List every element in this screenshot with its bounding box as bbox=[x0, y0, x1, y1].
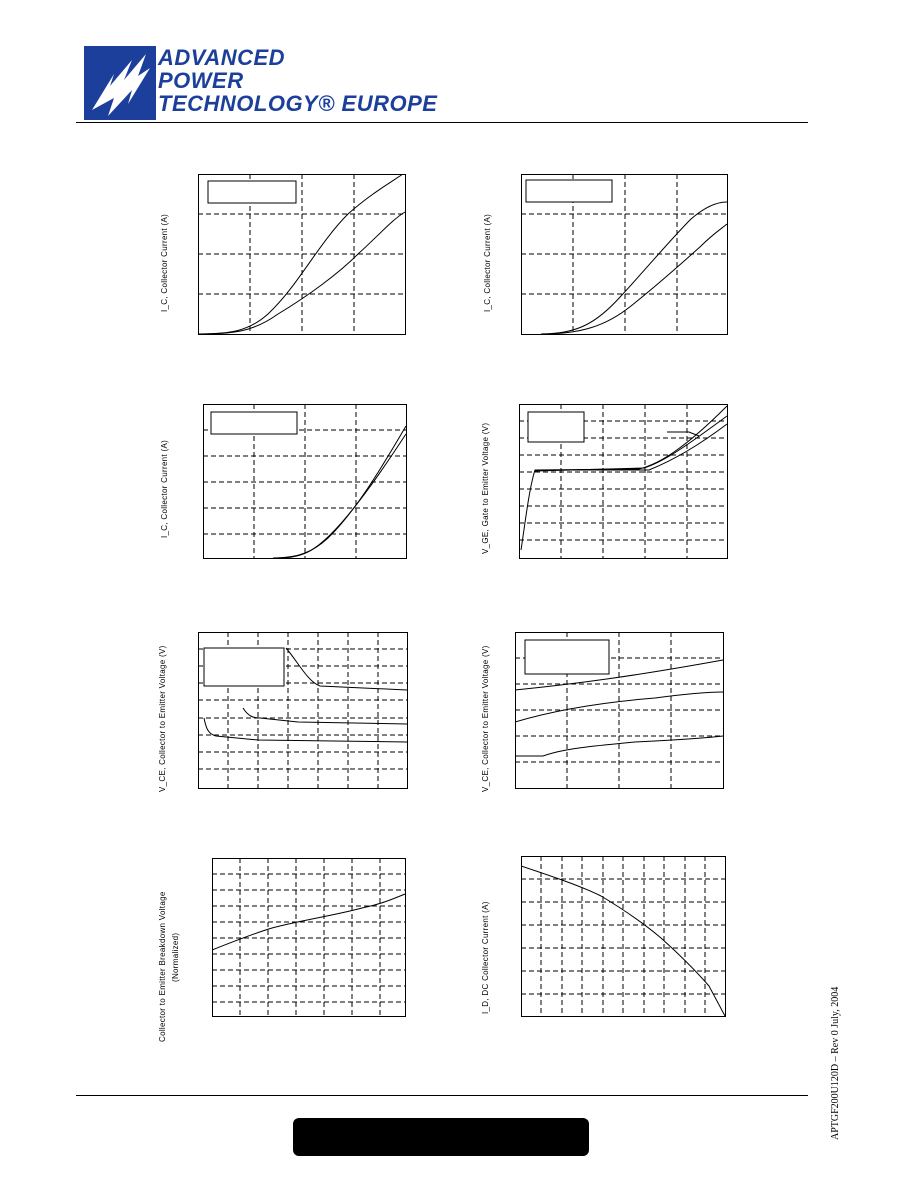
footer-rule bbox=[76, 1095, 808, 1096]
chart-2-ylabel: I_C, Collector Current (A) bbox=[483, 213, 492, 312]
chart-4 bbox=[519, 404, 729, 560]
chart-4-ylabel: V_GE, Gate to Emitter Voltage (V) bbox=[481, 422, 490, 554]
chart-7 bbox=[212, 858, 407, 1018]
chart-6 bbox=[515, 632, 725, 790]
chart-3-ylabel: I_C, Collector Current (A) bbox=[160, 439, 169, 538]
chart-8 bbox=[521, 856, 727, 1018]
chart-1 bbox=[198, 174, 406, 336]
company-name: ADVANCED POWER TECHNOLOGY® EUROPE bbox=[158, 45, 438, 116]
chart-6-ylabel: V_CE, Collector to Emitter Voltage (V) bbox=[481, 645, 490, 792]
chart-2 bbox=[521, 174, 729, 336]
footer-bar bbox=[293, 1118, 589, 1156]
chart-7-ylabel: Collector to Emitter Breakdown Voltage bbox=[158, 891, 167, 1042]
header-rule bbox=[76, 122, 808, 123]
chart-5-ylabel: V_CE, Collector to Emitter Voltage (V) bbox=[158, 645, 167, 792]
chart-7-ylabel-sub: (Normalized) bbox=[171, 932, 180, 982]
chart-5 bbox=[198, 632, 408, 790]
chart-8-ylabel: I_D, DC Collector Current (A) bbox=[481, 901, 490, 1014]
chart-3 bbox=[203, 404, 407, 560]
document-reference: APTGF200U120D – Rev 0 July, 2004 bbox=[830, 986, 841, 1140]
chart-1-ylabel: I_C, Collector Current (A) bbox=[160, 213, 169, 312]
